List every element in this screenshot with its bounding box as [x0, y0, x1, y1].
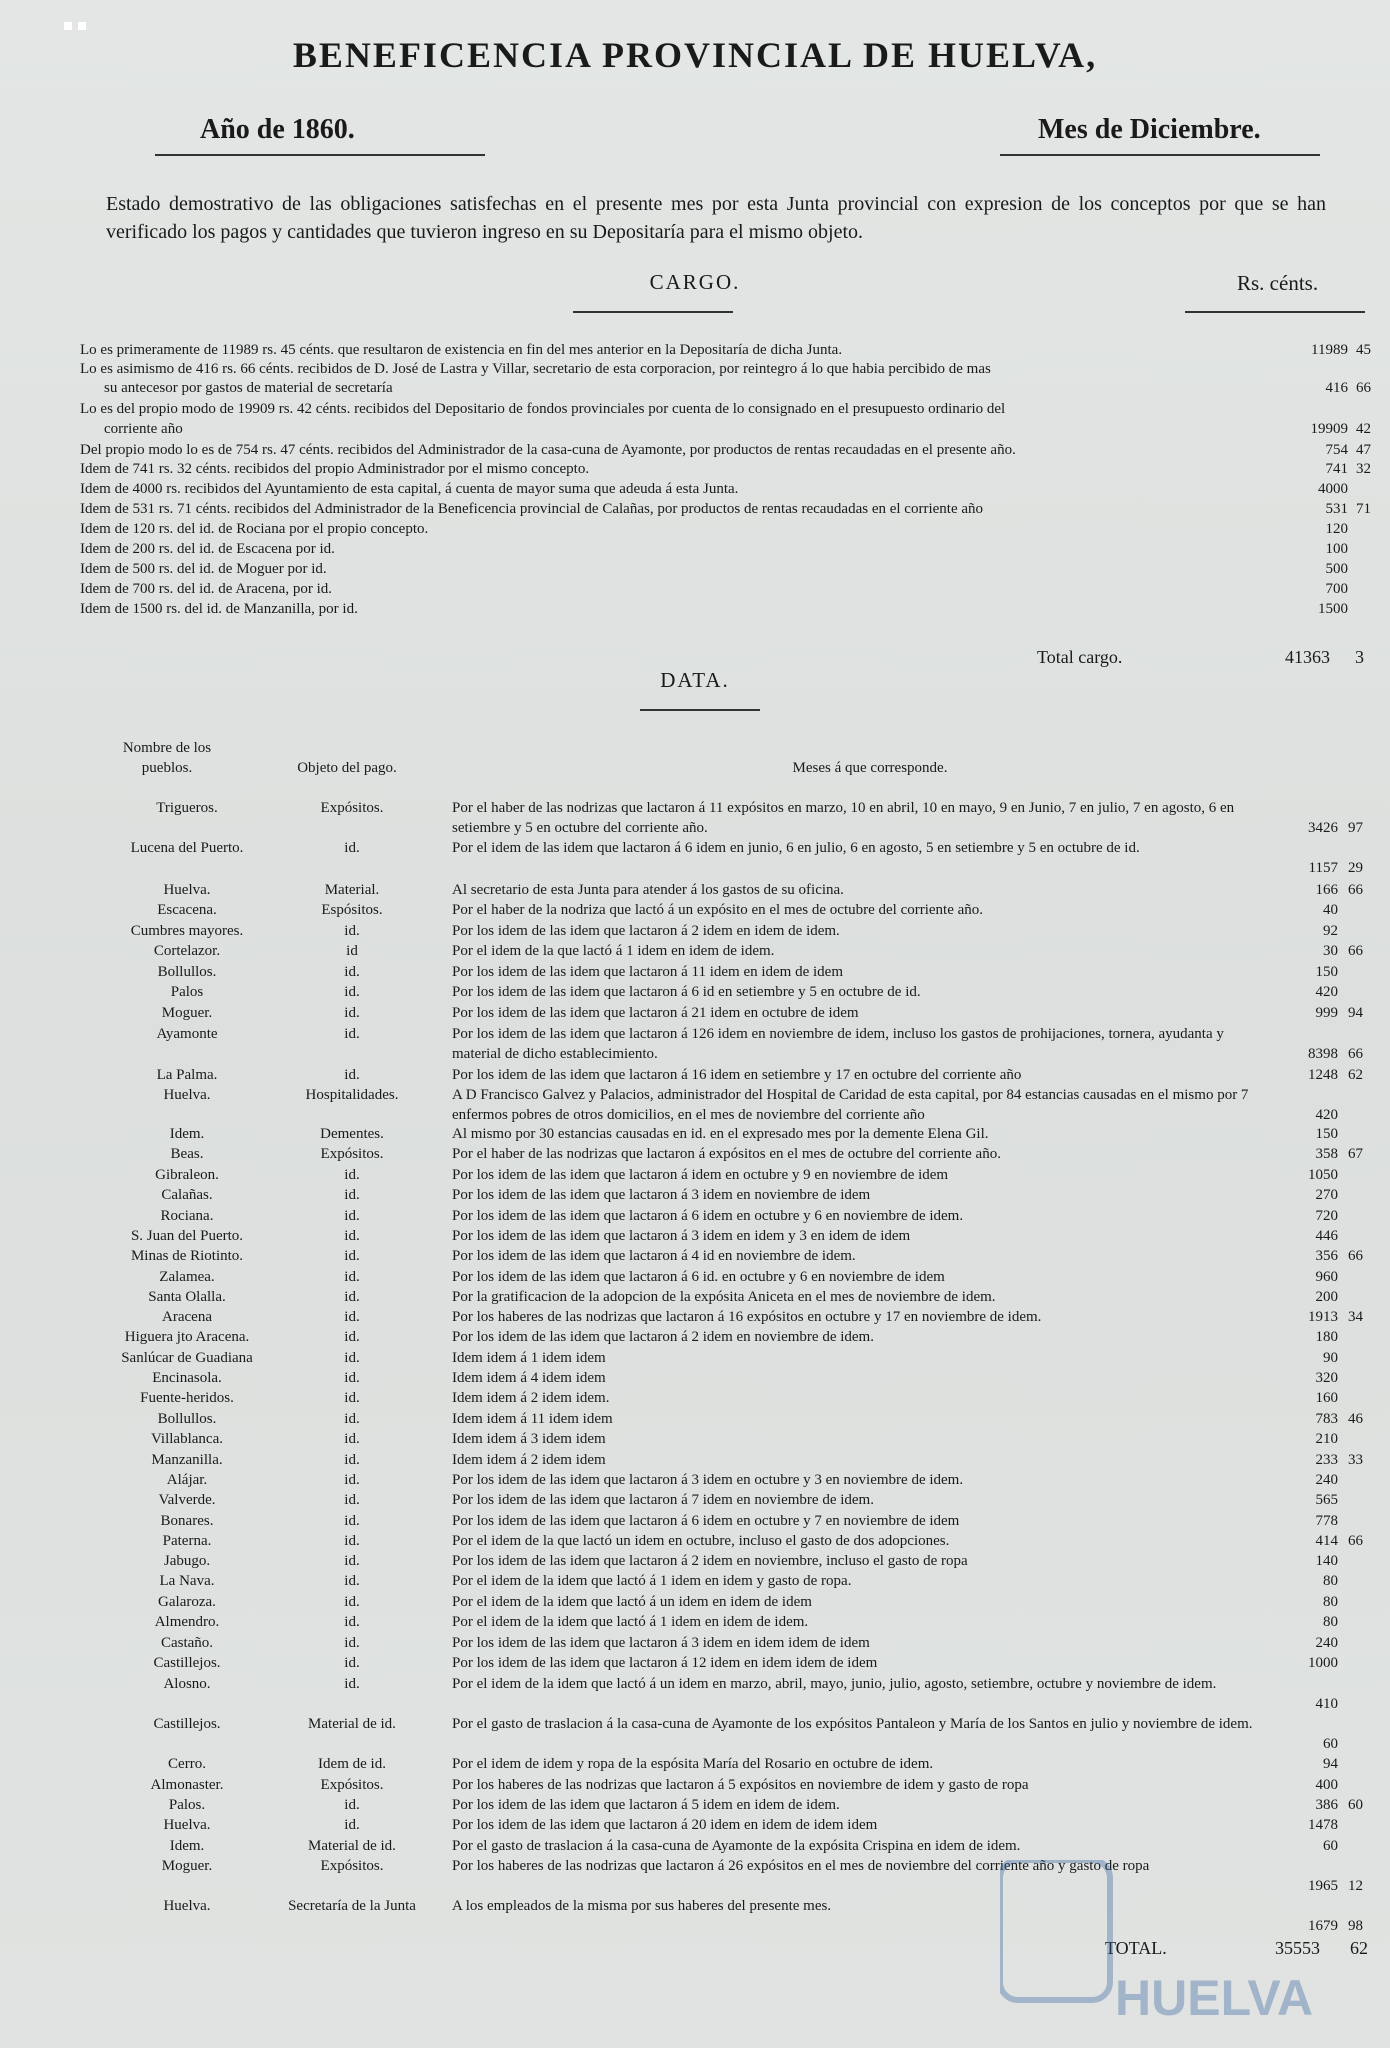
objeto-cell: Idem de id. — [318, 1756, 386, 1772]
concepto-cell: Por los idem de las idem que lactaron á 2 idem en noviembre, incluso el gasto de ropa — [452, 1553, 968, 1569]
concepto-cell: Por los haberes de las nodrizas que lactaron á 16 expósitos en octubre y 17 en noviembre de idem. — [452, 1309, 1042, 1325]
cargo-ct: 71 — [1356, 501, 1371, 517]
objeto-cell: id. — [344, 1289, 360, 1305]
objeto-cell: id. — [344, 1005, 360, 1021]
pueblo-cell: Rociana. — [160, 1208, 214, 1224]
cargo-text: su antecesor por gastos de material de secretaría — [104, 380, 393, 396]
concepto-cell: Por el idem de idem y ropa de la espósita María del Rosario en octubre de idem. — [452, 1756, 934, 1772]
objeto-cell: Secretaría de la Junta — [288, 1898, 416, 1914]
objeto-cell: id — [346, 943, 358, 959]
objeto-cell: id. — [344, 1167, 360, 1183]
objeto-cell: id. — [344, 1817, 360, 1833]
ct-cell: 67 — [1348, 1146, 1363, 1162]
rs-cell: 160 — [1315, 1390, 1338, 1406]
cargo-rs: 120 — [1325, 521, 1348, 537]
concepto-cell: Por los idem de las idem que lactaron á 12 idem en idem idem de idem — [452, 1655, 878, 1671]
cargo-row — [80, 599, 1380, 619]
concepto-cell: Por el haber de la nodriza que lactó á un expósito en el mes de octubre del corriente año. — [452, 902, 984, 918]
pueblo-cell: La Palma. — [156, 1067, 218, 1083]
intro-paragraph: Estado demostrativo de las obligaciones satisfechas en el presente mes por esta Junta provincial con expresion de los conceptos por que se han verificado los pagos y cantidades que tuvieron ingreso en su Depositaría para el mismo objeto. — [106, 193, 1326, 243]
ct-cell: 66 — [1348, 943, 1363, 959]
objeto-cell: id. — [344, 1411, 360, 1427]
rs-cell: 1965 — [1308, 1878, 1338, 1894]
rs-cell: 240 — [1315, 1472, 1338, 1488]
concepto-cell: Por el idem de las idem que lactaron á 6 idem en junio, 6 en julio, 6 en agosto, 5 en setiembre y 5 en octubre de id. — [452, 840, 1140, 856]
concepto-cell: Por los idem de las idem que lactaron á 126 idem en noviembre de idem, incluso los gastos de prohijaciones, tornera, ayudanta y material de dicho establecimiento. — [452, 1026, 1224, 1062]
cargo-ct: 42 — [1356, 421, 1371, 437]
rs-cell: 80 — [1323, 1614, 1338, 1630]
pueblo-cell: Almendro. — [154, 1614, 220, 1630]
ct-cell: 98 — [1348, 1918, 1363, 1934]
cargo-rs: 4000 — [1318, 481, 1348, 497]
objeto-cell: id. — [344, 1614, 360, 1630]
concepto-cell: Por los idem de las idem que lactaron á 7 idem en noviembre de idem. — [452, 1492, 874, 1508]
concepto-cell: Por la gratificacion de la adopcion de la expósita Aniceta en el mes de noviembre de idem. — [452, 1289, 996, 1305]
cargo-ct: 32 — [1356, 461, 1371, 477]
pueblo-cell: Moguer. — [161, 1005, 213, 1021]
objeto-cell: id. — [344, 1228, 360, 1244]
pueblo-cell: Jabugo. — [163, 1553, 211, 1569]
objeto-cell: id. — [344, 1329, 360, 1345]
cargo-text: Lo es del propio modo de 19909 rs. 42 cénts. recibidos del Depositario de fondos provinciales por cuenta de lo consignado en el presupuesto ordinario del — [80, 401, 1006, 417]
rs-cell: 1679 — [1308, 1918, 1338, 1934]
cargo-total-ct: 3 — [1355, 647, 1364, 667]
cargo-rs: 416 — [1325, 380, 1348, 396]
objeto-cell: Expósitos. — [320, 800, 384, 816]
pueblo-cell: Almonaster. — [150, 1777, 224, 1793]
concepto-cell: Por los idem de las idem que lactaron á 6 id en setiembre y 5 en octubre de id. — [452, 984, 921, 1000]
pueblo-cell: Palos. — [168, 1797, 206, 1813]
pueblo-cell: Castillejos. — [153, 1716, 221, 1732]
ct-cell: 46 — [1348, 1411, 1363, 1427]
ct-cell: 33 — [1348, 1452, 1363, 1468]
amount-header: Rs. cénts. — [1237, 271, 1319, 295]
cargo-text: Idem de 120 rs. del id. de Rociana por el propio concepto. — [80, 521, 429, 537]
cargo-row — [80, 539, 1380, 559]
concepto-cell: Por el idem de la idem que lactó á 1 idem en idem y gasto de ropa. — [452, 1573, 852, 1589]
rs-cell: 1000 — [1308, 1655, 1338, 1671]
objeto-cell: Material. — [324, 882, 380, 898]
cargo-rs: 100 — [1325, 541, 1348, 557]
document-title: BENEFICENCIA PROVINCIAL DE HUELVA, — [292, 35, 1098, 75]
objeto-cell: id. — [344, 1390, 360, 1406]
pueblo-cell: Calañas. — [161, 1187, 213, 1203]
objeto-cell: id. — [344, 1248, 360, 1264]
concepto-cell: Por los idem de las idem que lactaron á 6 idem en octubre y 7 en noviembre de idem — [452, 1513, 960, 1529]
rs-cell: 778 — [1315, 1513, 1338, 1529]
objeto-cell: id. — [344, 1513, 360, 1529]
objeto-cell: id. — [344, 1067, 360, 1083]
objeto-cell: id. — [344, 1452, 360, 1468]
cargo-row — [80, 579, 1380, 599]
rs-cell: 94 — [1323, 1756, 1338, 1772]
objeto-cell: id. — [344, 1533, 360, 1549]
concepto-cell: Por los haberes de las nodrizas que lactaron á 26 expósitos en el mes de noviembre del corriente año y gasto de ropa — [452, 1858, 1150, 1874]
cargo-rs: 19909 — [1310, 421, 1348, 437]
pueblo-cell: Idem. — [169, 1838, 205, 1854]
objeto-cell: id. — [344, 840, 360, 856]
concepto-cell: Por los idem de las idem que lactaron á 3 idem en idem y 3 en idem de idem — [452, 1228, 911, 1244]
cargo-row — [80, 340, 1380, 360]
objeto-cell: id. — [344, 1472, 360, 1488]
cargo-row — [80, 459, 1380, 479]
rs-cell: 270 — [1315, 1187, 1338, 1203]
month-underline — [1000, 154, 1320, 156]
concepto-cell: Por el idem de la idem que lactó á un idem en idem de idem — [452, 1594, 812, 1610]
cargo-text: Idem de 700 rs. del id. de Aracena, por id. — [80, 581, 333, 597]
rs-cell: 30 — [1323, 943, 1338, 959]
cargo-row — [80, 519, 1380, 539]
concepto-cell: Por los idem de las idem que lactaron á 2 idem en noviembre de idem. — [452, 1329, 874, 1345]
pueblo-cell: Paterna. — [162, 1533, 212, 1549]
cargo-ct: 66 — [1356, 380, 1371, 396]
objeto-cell: id. — [344, 923, 360, 939]
data-ornament — [640, 709, 760, 711]
objeto-cell: id. — [344, 984, 360, 1000]
cargo-text: Idem de 4000 rs. recibidos del Ayuntamiento de esta capital, á cuenta de mayor suma que adeuda á esta Junta. — [80, 481, 739, 497]
concepto-cell: Idem idem á 1 idem idem — [452, 1350, 606, 1366]
concepto-cell: Por el gasto de traslacion á la casa-cuna de Ayamonte de la expósita Crispina en idem de idem. — [452, 1838, 1021, 1854]
ct-cell: 66 — [1348, 882, 1363, 898]
corner-mark-2 — [78, 22, 86, 30]
cargo-ornament — [573, 311, 733, 313]
archive-seal — [1000, 1860, 1380, 2040]
concepto-cell: Por los idem de las idem que lactaron á idem en octubre y 9 en noviembre de idem — [452, 1167, 949, 1183]
rs-cell: 40 — [1323, 902, 1338, 918]
rs-cell: 90 — [1323, 1350, 1338, 1366]
cargo-row — [80, 440, 1380, 460]
ct-cell: 34 — [1348, 1309, 1363, 1325]
pueblo-cell: Alosno. — [163, 1676, 211, 1692]
concepto-cell: Por el haber de las nodrizas que lactaron á expósitos en el mes de octubre del corriente año. — [452, 1146, 1001, 1162]
pueblo-cell: Fuente-heridos. — [140, 1390, 234, 1406]
objeto-cell: id. — [344, 1553, 360, 1569]
rs-cell: 60 — [1323, 1838, 1338, 1854]
cargo-text: Idem de 200 rs. del id. de Escacena por id. — [80, 541, 335, 557]
objeto-cell: Expósitos. — [320, 1146, 384, 1162]
rs-cell: 414 — [1315, 1533, 1338, 1549]
cargo-total-rs: 41363 — [1285, 647, 1330, 667]
concepto-cell: Por el idem de la idem que lactó á un idem en marzo, abril, mayo, junio, julio, agosto, setiembre, octubre y noviembre de idem. — [452, 1676, 1217, 1692]
rs-cell: 140 — [1315, 1553, 1338, 1569]
concepto-cell: Por los idem de las idem que lactaron á 2 idem en idem de idem. — [452, 923, 840, 939]
concepto-cell: Por el gasto de traslacion á la casa-cuna de Ayamonte de los expósitos Pantaleon y María de los Santos en julio y noviembre de idem. — [452, 1716, 1253, 1732]
concepto-cell: Por los haberes de las nodrizas que lactaron á 5 expósitos en noviembre de idem y gasto de ropa — [452, 1777, 1029, 1793]
pueblo-cell: Encinasola. — [152, 1370, 222, 1386]
pueblo-cell: S. Juan del Puerto. — [130, 1228, 244, 1244]
pueblo-cell: Cumbres mayores. — [130, 923, 244, 939]
ct-cell: 66 — [1348, 1248, 1363, 1264]
rs-cell: 358 — [1315, 1146, 1338, 1162]
cargo-text: Idem de 531 rs. 71 cénts. recibidos del Administrador de la Beneficencia provincial de Calañas, por productos de rentas recaudadas en el corriente año — [80, 501, 984, 517]
objeto-cell: Expósitos. — [320, 1858, 384, 1874]
rs-cell: 80 — [1323, 1594, 1338, 1610]
pueblo-cell: Idem. — [169, 1126, 205, 1142]
objeto-cell: Hospitalidades. — [305, 1087, 399, 1103]
rs-cell: 999 — [1315, 1005, 1338, 1021]
pueblo-cell: Huelva. — [163, 1087, 211, 1103]
pueblo-cell: Trigueros. — [156, 800, 218, 816]
concepto-cell: Por los idem de las idem que lactaron á 4 id en noviembre de idem. — [452, 1248, 856, 1264]
pueblo-cell: Zalamea. — [159, 1269, 215, 1285]
seal-emblem — [1000, 1860, 1110, 2000]
col-pueblo-header: Nombre de los pueblos. — [122, 740, 212, 776]
objeto-cell: id. — [344, 1026, 360, 1042]
objeto-cell: Material de id. — [308, 1838, 396, 1854]
rs-cell: 233 — [1315, 1452, 1338, 1468]
pueblo-cell: Villablanca. — [151, 1431, 223, 1447]
ct-cell: 66 — [1348, 1533, 1363, 1549]
rs-cell: 1248 — [1308, 1067, 1338, 1083]
concepto-cell: Por el idem de la que lactó un idem en octubre, incluso el gasto de dos adopciones. — [452, 1533, 950, 1549]
ct-cell: 12 — [1348, 1878, 1363, 1894]
concepto-cell: Por los idem de las idem que lactaron á 20 idem en idem de idem idem — [452, 1817, 878, 1833]
objeto-cell: id. — [344, 1573, 360, 1589]
objeto-cell: id. — [344, 1370, 360, 1386]
pueblo-cell: Bollullos. — [157, 1411, 217, 1427]
rs-cell: 1050 — [1308, 1167, 1338, 1183]
pueblo-cell: Santa Olalla. — [148, 1289, 226, 1305]
concepto-cell: Por los idem de las idem que lactaron á 3 idem en octubre y 3 en noviembre de idem. — [452, 1472, 964, 1488]
rs-cell: 320 — [1315, 1370, 1338, 1386]
pueblo-cell: Sanlúcar de Guadiana — [121, 1350, 253, 1366]
rs-cell: 720 — [1315, 1208, 1338, 1224]
objeto-cell: Material de id. — [308, 1716, 396, 1732]
pueblo-cell: Galaroza. — [158, 1594, 216, 1610]
objeto-cell: id. — [344, 1594, 360, 1610]
rs-cell: 356 — [1315, 1248, 1338, 1264]
pueblo-cell: Castillejos. — [153, 1655, 221, 1671]
pueblo-cell: Minas de Riotinto. — [130, 1248, 244, 1264]
rs-cell: 960 — [1315, 1269, 1338, 1285]
objeto-cell: id. — [344, 1655, 360, 1671]
data-total-ct: 62 — [1350, 1938, 1368, 1958]
corner-mark — [64, 22, 72, 30]
rs-cell: 210 — [1315, 1431, 1338, 1447]
objeto-cell: id. — [344, 1797, 360, 1813]
objeto-cell: id. — [344, 1269, 360, 1285]
rs-cell: 783 — [1315, 1411, 1338, 1427]
pueblo-cell: Huelva. — [163, 1898, 211, 1914]
concepto-cell: Por los idem de las idem que lactaron á 6 id. en octubre y 6 en noviembre de idem — [452, 1269, 945, 1285]
cargo-rs: 531 — [1325, 501, 1348, 517]
year-underline — [155, 154, 485, 156]
rs-cell: 565 — [1315, 1492, 1338, 1508]
cargo-rs: 754 — [1325, 442, 1348, 458]
rs-cell: 1913 — [1308, 1309, 1338, 1325]
cargo-text: Lo es primeramente de 11989 rs. 45 cénts. que resultaron de existencia en fin del mes anterior en la Depositaría de dicha Junta. — [80, 342, 843, 358]
rs-cell: 150 — [1315, 964, 1338, 980]
ct-cell: 60 — [1348, 1797, 1363, 1813]
cargo-rs: 1500 — [1318, 601, 1348, 617]
concepto-cell: Por los idem de las idem que lactaron á 5 idem en idem de idem. — [452, 1797, 840, 1813]
pueblo-cell: Huelva. — [163, 882, 211, 898]
cargo-title: CARGO. — [649, 270, 741, 294]
cargo-text: Del propio modo lo es de 754 rs. 47 cénts. recibidos del Administrador de la casa-cuna de Ayamonte, por productos de rentas recaudadas en el presente año. — [80, 442, 1016, 458]
concepto-cell: Al secretario de esta Junta para atender á los gastos de su oficina. — [452, 882, 844, 898]
rs-cell: 60 — [1323, 1736, 1338, 1752]
objeto-cell: id. — [344, 1350, 360, 1366]
pueblo-cell: Ayamonte — [156, 1026, 218, 1042]
cargo-text: Idem de 741 rs. 32 cénts. recibidos del propio Administrador por el mismo concepto. — [80, 461, 590, 477]
cargo-row — [80, 378, 1380, 398]
pueblo-cell: Moguer. — [161, 1858, 213, 1874]
cargo-row — [80, 399, 1380, 419]
objeto-cell: Expósitos. — [320, 1777, 384, 1793]
objeto-cell: id. — [344, 1431, 360, 1447]
cargo-text: corriente año — [104, 421, 183, 437]
pueblo-cell: Cerro. — [168, 1756, 206, 1772]
rs-cell: 410 — [1315, 1696, 1338, 1712]
rs-cell: 200 — [1315, 1289, 1338, 1305]
objeto-cell: id. — [344, 1676, 360, 1692]
pueblo-cell: Lucena del Puerto. — [130, 840, 244, 856]
cargo-rs: 500 — [1325, 561, 1348, 577]
cargo-row — [80, 359, 1380, 379]
cargo-ct: 47 — [1356, 442, 1371, 458]
rs-cell: 446 — [1315, 1228, 1338, 1244]
seal-text: HUELVA — [1115, 1970, 1314, 2026]
cargo-row — [80, 419, 1380, 439]
data-title: DATA. — [660, 668, 730, 692]
month-label: Mes de Diciembre. — [1038, 114, 1261, 145]
concepto-cell: Idem idem á 11 idem idem — [452, 1411, 613, 1427]
rs-cell: 420 — [1315, 984, 1338, 1000]
cargo-row — [80, 559, 1380, 579]
objeto-cell: Dementes. — [320, 1126, 384, 1142]
concepto-cell: Por los idem de las idem que lactaron á 16 idem en setiembre y 17 en octubre del corriente año — [452, 1067, 1022, 1083]
pueblo-cell: Gibraleon. — [155, 1167, 219, 1183]
objeto-cell: id. — [344, 1492, 360, 1508]
concepto-cell: Idem idem á 3 idem idem — [452, 1431, 606, 1447]
cargo-total-label: Total cargo. — [1037, 647, 1123, 667]
pueblo-cell: Higuera jto Aracena. — [124, 1329, 250, 1345]
objeto-cell: id. — [344, 1309, 360, 1325]
pueblo-cell: Huelva. — [163, 1817, 211, 1833]
concepto-cell: Por el idem de la idem que lactó á 1 idem en idem de idem. — [452, 1614, 809, 1630]
pueblo-cell: Bonares. — [160, 1513, 214, 1529]
concepto-cell: A los empleados de la misma por sus haberes del presente mes. — [452, 1898, 832, 1914]
rs-cell: 3426 — [1308, 820, 1338, 836]
rs-cell: 8398 — [1308, 1046, 1338, 1062]
pueblo-cell: Castaño. — [160, 1635, 214, 1651]
cargo-text: Lo es asimismo de 416 rs. 66 cénts. recibidos de D. José de Lastra y Villar, secretario de esta corporacion, por reintegro á lo que habia percibido de mas — [80, 361, 991, 377]
pueblo-cell: Aracena — [162, 1309, 212, 1325]
ct-cell: 29 — [1348, 860, 1363, 876]
amount-underline — [1185, 311, 1365, 313]
pueblo-cell: Cortelazor. — [153, 943, 221, 959]
data-total-label: TOTAL. — [1105, 1938, 1167, 1958]
data-total-rs: 35553 — [1275, 1938, 1320, 1958]
pueblo-cell: Alájar. — [166, 1472, 208, 1488]
cargo-rs: 11989 — [1311, 342, 1348, 358]
rs-cell: 150 — [1315, 1126, 1338, 1142]
concepto-cell: Por los idem de las idem que lactaron á 11 idem en idem de idem — [452, 964, 844, 980]
pueblo-cell: Palos — [170, 984, 204, 1000]
rs-cell: 1478 — [1308, 1817, 1338, 1833]
concepto-cell: Idem idem á 2 idem idem — [452, 1452, 606, 1468]
pueblo-cell: Manzanilla. — [151, 1452, 223, 1468]
objeto-cell: Espósitos. — [321, 902, 383, 918]
cargo-text: Idem de 1500 rs. del id. de Manzanilla, por id. — [80, 601, 358, 617]
objeto-cell: id. — [344, 1208, 360, 1224]
pueblo-cell: Valverde. — [158, 1492, 216, 1508]
rs-cell: 80 — [1323, 1573, 1338, 1589]
rs-cell: 1157 — [1308, 860, 1338, 876]
pueblo-cell: Bollullos. — [157, 964, 217, 980]
objeto-cell: id. — [344, 1187, 360, 1203]
rs-cell: 92 — [1323, 923, 1338, 939]
cargo-rs: 741 — [1325, 461, 1348, 477]
year-label: Año de 1860. — [200, 114, 355, 145]
concepto-cell: Por los idem de las idem que lactaron á 3 idem en noviembre de idem — [452, 1187, 871, 1203]
ct-cell: 94 — [1348, 1005, 1363, 1021]
concepto-cell: A D Francisco Galvez y Palacios, administrador del Hospital de Caridad de esta capital, por 84 estancias causadas en el mismo por 7 enfermos pobres de otros domicilios, en el mes de noviembre del corriente año — [452, 1087, 1249, 1123]
concepto-cell: Por el haber de las nodrizas que lactaron á 11 expósitos en marzo, 10 en abril, 10 en mayo, 9 en Junio, 7 en julio, 7 en agosto, 6 en setiembre y 5 en octubre del corriente año. — [452, 800, 1235, 836]
rs-cell: 386 — [1315, 1797, 1338, 1813]
rs-cell: 400 — [1315, 1777, 1338, 1793]
concepto-cell: Al mismo por 30 estancias causadas en id. en el expresado mes por la demente Elena Gil. — [452, 1126, 989, 1142]
concepto-cell: Por los idem de las idem que lactaron á 6 idem en octubre y 6 en noviembre de idem. — [452, 1208, 964, 1224]
rs-cell: 420 — [1315, 1107, 1338, 1123]
ct-cell: 62 — [1348, 1067, 1363, 1083]
concepto-cell: Por los idem de las idem que lactaron á 21 idem en octubre de idem — [452, 1005, 859, 1021]
col-objeto-header: Objeto del pago. — [297, 760, 397, 776]
pueblo-cell: La Nava. — [159, 1573, 215, 1589]
concepto-cell: Idem idem á 4 idem idem — [452, 1370, 606, 1386]
pueblo-cell: Escacena. — [157, 902, 217, 918]
cargo-rs: 700 — [1325, 581, 1348, 597]
rs-cell: 240 — [1315, 1635, 1338, 1651]
ct-cell: 66 — [1348, 1046, 1363, 1062]
ct-cell: 97 — [1348, 820, 1363, 836]
concepto-cell: Por el idem de la que lactó á 1 idem en idem de idem. — [452, 943, 775, 959]
objeto-cell: id. — [344, 964, 360, 980]
cargo-ct: 45 — [1356, 342, 1371, 358]
cargo-row — [80, 479, 1380, 499]
concepto-cell: Por los idem de las idem que lactaron á 3 idem en idem idem de idem — [452, 1635, 870, 1651]
pueblo-cell: Beas. — [170, 1146, 204, 1162]
objeto-cell: id. — [344, 1635, 360, 1651]
rs-cell: 180 — [1315, 1329, 1338, 1345]
col-meses-header: Meses á que corresponde. — [792, 760, 948, 776]
concepto-cell: Idem idem á 2 idem idem. — [452, 1390, 610, 1406]
cargo-text: Idem de 500 rs. del id. de Moguer por id. — [80, 561, 327, 577]
cargo-row — [80, 499, 1380, 519]
rs-cell: 166 — [1315, 882, 1338, 898]
